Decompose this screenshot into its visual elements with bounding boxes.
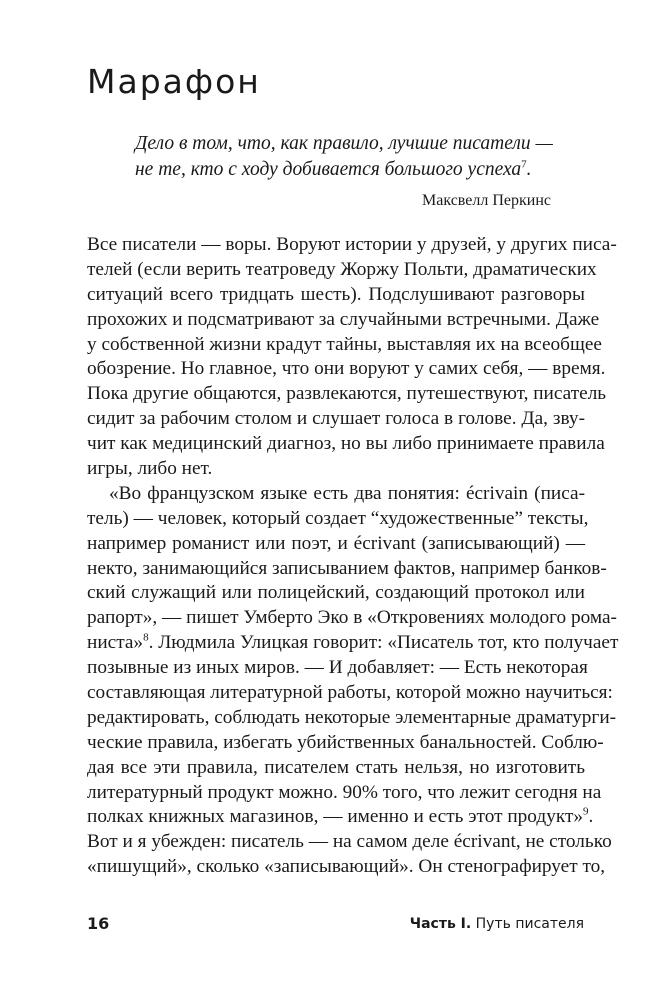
text-line: «Во французском языке есть два понятия: écrivain (писа- — [109, 482, 585, 504]
text-line: например романист или поэт, и écrivant (записывающий) — — [87, 532, 585, 554]
epigraph-line: Дело в том, что, как правило, лучшие писатели — — [135, 133, 553, 154]
text-line: составляющая литературной работы, которой можно научиться: — [87, 682, 613, 704]
epigraph-end: . — [526, 159, 532, 180]
text-line: обозрение. Но главное, что они воруют у самих себя, — время. — [87, 358, 606, 380]
text-line: ческие правила, избегать убийственных банальностей. Соблю- — [87, 731, 604, 753]
footnote-ref[interactable]: 8 — [143, 631, 149, 644]
text-line: литературный продукт можно. 90% того, что лежит сегодня на — [87, 781, 602, 803]
text-fragment: полках книжных магазинов, — именно и есть этот продукт» — [87, 806, 584, 828]
text-line: Пока другие общаются, развлекаются, путешествуют, писатель — [87, 383, 607, 405]
text-line: рапорт», — пишет Умберто Эко в «Откровениях молодого рома- — [87, 607, 617, 629]
text-line: игры, либо нет. — [87, 458, 213, 480]
body-text — [87, 233, 619, 880]
text-line: ский служащий или полицейский, создающий протокол или — [87, 582, 585, 604]
text-line: дая все эти правила, писателем стать нельзя, но изготовить — [87, 756, 585, 778]
text-fragment: . — [588, 806, 594, 828]
chapter-title: Марафон — [87, 62, 261, 101]
text-line: позывные из иных миров. — И добавляет: — Есть некоторая — [87, 657, 588, 679]
text-line: чит как медицинский диагноз, но вы либо принимаете правила — [87, 433, 605, 455]
part-title: Путь писателя — [475, 916, 584, 932]
text-line: тель) — человек, который создает “художественные” тексты, — [87, 507, 589, 529]
epigraph-text: не те, кто с ходу добивается большого успеха — [135, 159, 522, 180]
text-line: у собственной жизни крадут тайны, выставляя их на всеобщее — [87, 333, 602, 355]
text-line: Все писатели — воры. Воруют истории у друзей, у других писа- — [87, 234, 617, 255]
running-head — [410, 914, 584, 934]
text-line — [87, 805, 594, 830]
text-line: телей (если верить театроведу Жоржу Польти, драматических — [87, 258, 597, 280]
part-label: Часть I. — [409, 916, 472, 932]
text-line: прохожих и подсматривают за случайными встречными. Даже — [87, 308, 600, 330]
footnote-ref[interactable]: 9 — [583, 806, 589, 819]
epigraph-line — [135, 157, 555, 183]
text-fragment: ниста» — [87, 632, 144, 654]
page-number: 16 — [87, 914, 110, 933]
text-line: Вот и я убежден: писатель — на самом деле écrivant, не столько — [87, 831, 612, 853]
text-line: «пишущий», сколько «записывающий». Он стенографирует то, — [87, 856, 606, 878]
footnote-ref[interactable]: 7 — [521, 158, 527, 171]
text-line: ситуаций всего тридцать шесть). Подслушивают разговоры — [87, 283, 585, 305]
text-line: некто, занимающийся записыванием фактов, например банков- — [87, 557, 607, 579]
epigraph-author: Максвелл Перкинс — [422, 192, 551, 209]
text-fragment: . Людмила Улицкая говорит: «Писатель тот, кто получает — [148, 632, 619, 654]
text-line: редактировать, соблюдать некоторые элементарные драматурги- — [87, 706, 617, 728]
epigraph — [135, 131, 555, 183]
text-line — [87, 631, 619, 656]
text-line: сидит за рабочим столом и слушает голоса в голове. Да, зву- — [87, 408, 585, 430]
